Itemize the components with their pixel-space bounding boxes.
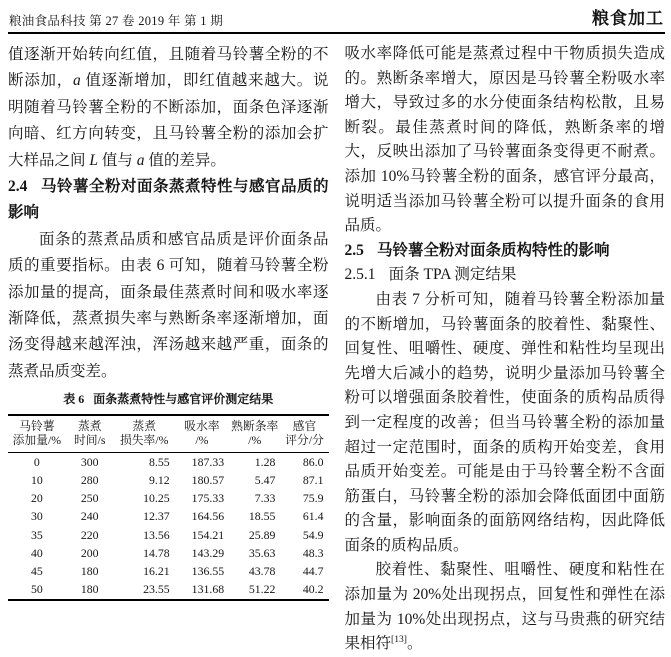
table-cell: 1.28 [254,454,276,469]
section-heading-2-5-1 [345,263,666,288]
variable-symbol: L [89,151,99,169]
citation-marker: [13] [391,634,407,646]
table-cell: 300 [80,454,99,469]
table-row [8,562,329,580]
table-body [8,452,329,599]
table-head [8,415,329,452]
table-cell: 180 [80,582,99,597]
heading-text: 马铃薯全粉对面条蒸煮特性与感官品质的影响 [8,178,329,222]
table-cell: 154.21 [191,527,225,542]
text-segment: 值的差异。 [144,151,226,169]
table-cell: 0 [33,454,40,469]
table-title-text: 面条蒸煮特性与感官评价测定结果 [93,392,274,407]
table-row [8,580,329,599]
table-cell: 175.33 [191,491,225,506]
table-cell: 5.47 [254,473,276,488]
table-cell: 250 [80,491,99,506]
table-cell: 136.55 [191,564,225,579]
table-cell: 18.55 [248,509,276,524]
text-segment: 值逐渐开始转向红值，且随着马铃薯全粉的不断添加， [8,46,329,90]
table-cell: 164.56 [191,509,225,524]
table-row [8,526,329,544]
table-cell: 54.9 [302,527,324,542]
table-cell: 45 [30,564,43,579]
table-cell: 30 [30,509,43,524]
heading-number: 2.5.1 [344,266,376,284]
table-cell: 131.68 [191,582,225,597]
table-cell: 48.3 [302,545,324,560]
table-cell: 143.29 [191,545,225,560]
table-cell: 9.12 [148,473,170,488]
heading-number: 2.4 [8,178,28,196]
journal-section-label: 粮食加工 [592,9,664,28]
table-cell: 35 [30,527,43,542]
table-column-header: 熟断条率 /% [229,415,280,452]
table-cell: 75.9 [302,491,324,506]
table-column-header: 马铃薯 添加量/% [8,415,66,452]
table-cell: 43.78 [248,564,276,579]
heading-number: 2.5 [344,241,364,259]
table-6-block [8,390,329,600]
table-cell: 187.33 [191,454,225,469]
left-column [8,42,329,657]
table-cell: 10.25 [143,491,170,506]
table-cell: 180 [80,564,99,579]
section-heading-2-5 [345,239,666,264]
heading-text: 面条 TPA 测定结果 [388,266,517,284]
table-cell: 8.55 [148,454,170,469]
table-cell: 14.78 [143,545,170,560]
table-cell: 87.1 [302,473,324,488]
table-row [8,544,329,562]
table-cell: 25.89 [248,527,276,542]
table-cell: 86.0 [302,454,324,469]
paragraph-inflection-points [345,558,666,656]
table-cell: 61.4 [302,509,324,524]
variable-symbol: a [136,151,145,169]
table-cell: 23.55 [143,582,170,597]
running-head [8,0,665,34]
table-column-header: 感官 评分/分 [280,415,328,452]
table-label: 表 6 [63,392,85,407]
table-cell: 51.22 [248,582,276,597]
heading-text: 马铃薯全粉对面条质构特性的影响 [377,241,610,259]
text-segment: 值与 [98,151,137,169]
table-column-header: 蒸煮 损失率/% [114,415,175,452]
table-cell: 200 [80,545,99,560]
table-cell: 180.57 [191,473,225,488]
text-segment: 胶着性、黏聚性、咀嚼性、硬度和粘性在添加量为 20%处出现拐点，回复性和弹性在添加量为 10%处出现拐点，这与马贵燕的研究结果相符 [344,561,665,653]
table-6-title [8,390,329,407]
paragraph-tpa-results: 由表 7 分析可知，随着马铃薯全粉添加量的不断增加，马铃薯面条的胶着性、黏聚性、回复性、咀嚼性、硬度、弹性和粘性均呈现出先增大后减小的趋势，说明少量添加马铃薯全粉可以增强面条胶着性，使面条的质构品质得到一定程度的改善；但当马铃薯全粉的添加量超过一定范围时，面条的质构开始变差，食用品质开始变差。可能是由于马铃薯全粉不含面筋蛋白，马铃薯全粉的添加会降低面团中面筋的含量，影响面条的面筋网络结构，因此降低面条的质构品质。 [344,290,665,554]
table-column-header: 吸水率 /% [175,415,229,452]
text-segment: 值逐渐增加，即红值越来越大。说明随着马铃薯全粉的不断添加，面条色泽逐渐向暗、红方向转变，且马铃薯全粉的添加会扩大样品之间 [8,72,329,169]
table-cell: 50 [30,582,43,597]
table-cell: 10 [30,473,43,488]
table-cell: 44.7 [302,564,324,579]
table-cell: 40 [30,545,43,560]
two-column-body [8,42,665,657]
table-cell: 13.56 [143,527,170,542]
table-cell: 280 [80,473,99,488]
table-cell: 35.63 [248,545,276,560]
table-cell: 220 [80,527,99,542]
table-row [8,507,329,525]
table-row [8,489,329,507]
text-segment: 。 [407,635,423,653]
table-cell: 40.2 [302,582,324,597]
table-cell: 12.37 [143,509,170,524]
cooking-sensory-results-table [8,414,329,600]
right-column [345,42,666,657]
table-cell: 16.21 [143,564,170,579]
paragraph-color-discussion [8,42,329,174]
table-cell: 240 [80,509,99,524]
journal-issue-info: 粮油食品科技 第 27 卷 2019 年 第 1 期 [9,14,224,28]
table-row [8,471,329,489]
table-cell: 20 [30,491,43,506]
section-heading-2-4 [8,174,329,227]
paragraph-cooking-quality: 面条的蒸煮品质和感官品质是评价面条品质的重要指标。由表 6 可知，随着马铃薯全粉添加量的提高，面条最佳蒸煮时间和吸水率逐渐降低，蒸煮损失率与熟断条率逐渐增加，面汤变得越来越浑浊，浑汤越来越严重，面条的蒸煮品质变差。 [8,230,329,380]
table-row [8,452,329,471]
table-cell: 7.33 [254,491,276,506]
paragraph-water-absorption: 吸水率降低可能是蒸煮过程中干物质损失造成的。熟断条率增大，原因是马铃薯全粉吸水率增大，导致过多的水分使面条结构松散，且易断裂。最佳蒸煮时间的降低，熟断条率的增大，反映出添加了马铃薯面条变得更不耐煮。添加 10%马铃薯全粉的面条，感官评分最高，说明适当添加马铃薯全粉可以提升面条的食用品质。 [344,45,665,235]
variable-symbol: a [73,72,81,90]
table-column-header: 蒸煮 时间/s [66,415,114,452]
table-header-row [8,415,329,452]
